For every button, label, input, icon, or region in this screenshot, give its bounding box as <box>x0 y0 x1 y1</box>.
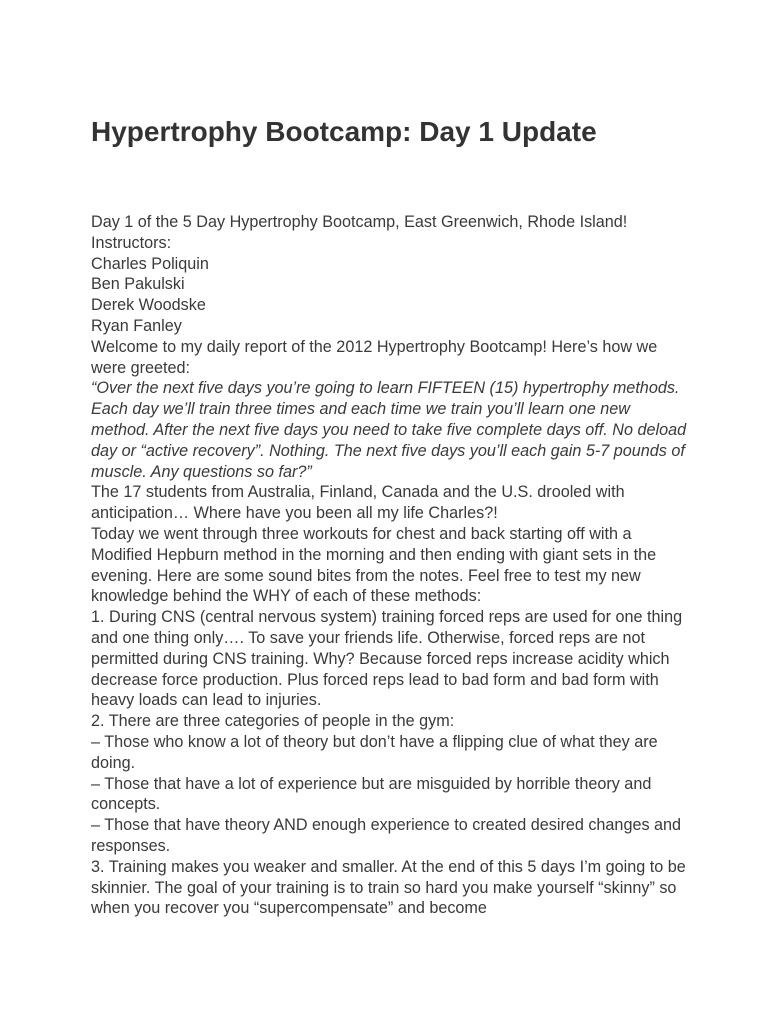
instructor-name: Ryan Fanley <box>91 316 182 335</box>
page-title: Hypertrophy Bootcamp: Day 1 Update <box>91 116 597 147</box>
instructor-name: Derek Woodske <box>91 296 206 315</box>
point-2-item: – Those who know a lot of theory but don’t have a flipping clue of what they are doing. <box>91 732 658 772</box>
instructor-name: Ben Pakulski <box>91 275 185 294</box>
instructor-name: Charles Poliquin <box>91 254 209 273</box>
students-paragraph: The 17 students from Australia, Finland, Canada and the U.S. drooled with anticipation… Where have you been all my life Charles?! <box>91 483 625 523</box>
intro-paragraph: Day 1 of the 5 Day Hypertrophy Bootcamp, East Greenwich, Rhode Island! <box>91 213 628 231</box>
article-body <box>91 212 691 919</box>
point-3: 3. Training makes you weaker and smaller. At the end of this 5 days I’m going to be skinnier. The goal of your training is to train so hard you make yourself “skinny” so when you recover you “supercompensate” and become <box>91 857 686 918</box>
greeting-quote: “Over the next five days you’re going to learn FIFTEEN (15) hypertrophy methods. Each day we’ll train three times and each time we train you’ll learn one new method. After the next five days you need to take five complete days off. No deload day or “active recovery”. Nothing. The next five days you’ll each gain 5-7 pounds of muscle. Any questions so far?” <box>91 379 687 481</box>
point-2-item: – Those that have theory AND enough experience to created desired changes and responses. <box>91 816 682 855</box>
point-2: 2. There are three categories of people in the gym: <box>91 712 455 731</box>
workouts-paragraph: Today we went through three workouts for chest and back starting off with a Modified Hepburn method in the morning and then ending with giant sets in the evening. Here are some sound bites from the notes. Feel free to test my new knowledge behind the WHY of each of these methods: <box>91 524 657 606</box>
welcome-paragraph: Welcome to my daily report of the 2012 Hypertrophy Bootcamp! Here’s how we were greeted: <box>91 337 658 377</box>
point-2-item: – Those that have a lot of experience but are misguided by horrible theory and concepts. <box>91 774 652 814</box>
instructors-label: Instructors: <box>91 233 172 252</box>
point-1: 1. During CNS (central nervous system) training forced reps are used for one thing and one thing only…. To save your friends life. Otherwise, forced reps are not permitted during CNS training. Why? Because forced reps increase acidity which decrease force production. Plus forced reps lead to bad form and bad form with heavy loads can lead to injuries. <box>91 608 683 710</box>
